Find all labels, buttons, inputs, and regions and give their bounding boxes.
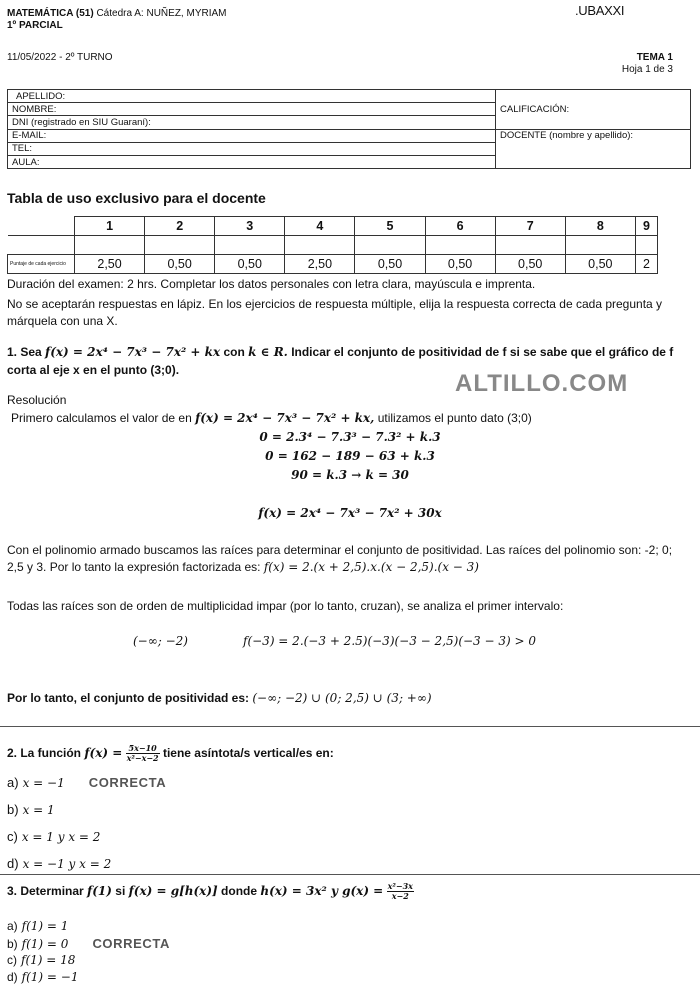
option-expression: x = 1 [22, 803, 55, 817]
score-cell-5[interactable] [355, 235, 425, 254]
hoja-label: Hoja 1 de 3 [621, 64, 673, 75]
score-cell-9[interactable] [635, 235, 657, 254]
q3-option-1[interactable] [7, 918, 687, 935]
option-label: a) [7, 919, 18, 933]
nombre-field[interactable]: NOMBRE: [8, 103, 496, 116]
parcial-label: 1º PARCIAL [7, 20, 63, 31]
score-cell-2[interactable] [145, 235, 215, 254]
score-value-3: 0,50 [215, 254, 285, 273]
option-label: d) [7, 970, 18, 984]
resolucion-heading: Resolución [7, 393, 67, 407]
q2-option-4[interactable] [7, 855, 687, 873]
score-value-9: 2 [635, 254, 657, 273]
option-label: d) [7, 856, 19, 871]
step-intro: Primero calculamos el valor de en f(x) = 2x⁴ − 7x³ − 7x² + kx, utilizamos el punto dato (3;0) [11, 411, 532, 425]
score-header-9: 9 [635, 217, 657, 236]
scores-table [7, 216, 658, 274]
aula-field[interactable]: AULA: [8, 155, 496, 168]
equation-1: 0 = 2.3⁴ − 7.3³ − 7.3² + k.3 [259, 430, 441, 444]
option-expression: x = 1 y x = 2 [21, 830, 101, 844]
score-value-4: 2,50 [285, 254, 355, 273]
score-cell-8[interactable] [565, 235, 635, 254]
score-header-2: 2 [145, 217, 215, 236]
option-expression: x = −1 [22, 776, 65, 790]
pencil-text: No se aceptarán respuestas en lápiz. En los ejercicios de respuesta múltiple, elija la respuesta correcta de cada pregunta y márquela con una X. [7, 297, 663, 328]
option-label: a) [7, 775, 19, 790]
score-header-7: 7 [495, 217, 565, 236]
equation-2: 0 = 162 − 189 − 63 + k.3 [265, 449, 435, 463]
score-value-8: 0,50 [565, 254, 635, 273]
score-value-1: 2,50 [75, 254, 145, 273]
personal-data-table [7, 89, 691, 169]
score-header-6: 6 [425, 217, 495, 236]
exam-date: 11/05/2022 - 2º TURNO [7, 52, 113, 63]
score-header-4: 4 [285, 217, 355, 236]
score-value-7: 0,50 [495, 254, 565, 273]
score-header-5: 5 [355, 217, 425, 236]
row-label: Puntaje de cada ejercicio [8, 254, 75, 273]
score-value-2: 0,50 [145, 254, 215, 273]
q2-option-2[interactable] [7, 801, 687, 819]
option-label: b) [7, 802, 19, 817]
equation-3: 90 = k.3 → k = 30 [291, 468, 409, 482]
score-cell-1[interactable] [75, 235, 145, 254]
option-expression: x = −1 y x = 2 [22, 857, 112, 871]
tel-field[interactable]: TEL: [8, 142, 496, 155]
option-expression: f(1) = 18 [21, 953, 76, 967]
q3-option-2[interactable] [7, 935, 687, 953]
dni-field[interactable]: DNI (registrado en SIU Guaraní): [8, 116, 496, 129]
score-cell-6[interactable] [425, 235, 495, 254]
uba-logo: .UBAXXI [575, 3, 625, 18]
correct-mark: CORRECTA [92, 936, 170, 951]
docente-field[interactable]: DOCENTE (nombre y apellido): [496, 129, 691, 169]
score-cell-4[interactable] [285, 235, 355, 254]
course-name: MATEMÁTICA (51) [7, 8, 94, 19]
q3-option-3[interactable] [7, 952, 687, 969]
evaluation: f(−3) = 2.(−3 + 2.5)(−3)(−3 − 2,5)(−3 − 3) > 0 [243, 634, 537, 648]
calificacion-field[interactable]: CALIFICACIÓN: [496, 90, 691, 130]
duration-text: Duración del examen: 2 hrs. Completar los datos personales con letra clara, mayúscula e imprenta. [7, 277, 536, 291]
score-cell-3[interactable] [215, 235, 285, 254]
option-label: c) [7, 953, 17, 967]
scores-title: Tabla de uso exclusivo para el docente [7, 190, 266, 206]
altillo-watermark: ALTILLO.COM [455, 370, 629, 397]
tema-label: TEMA 1 [636, 52, 673, 63]
q2-option-1[interactable] [7, 774, 687, 792]
interval: (−∞; −2) [133, 634, 188, 648]
apellido-field[interactable]: APELLIDO: [8, 90, 496, 103]
option-expression: f(1) = 1 [21, 919, 69, 933]
conclusion: Por lo tanto, el conjunto de positividad es: (−∞; −2) ∪ (0; 2,5) ∪ (3; +∞) [7, 691, 432, 705]
score-value-5: 0,50 [355, 254, 425, 273]
question-2: 2. La función f(x) = $\frac{5x-10}{\text{x²−x−2}}$ tiene asíntota/s vertical/es en: [7, 743, 334, 764]
option-label: b) [7, 937, 18, 951]
score-cell-7[interactable] [495, 235, 565, 254]
question-3: 3. Determinar f(1) si f(x) = g[h(x)] donde h(x) = 3x² y g(x) = $\frac{\text{x²−3x}}{x-2}$ [7, 881, 413, 902]
score-header-8: 8 [565, 217, 635, 236]
q3-option-4[interactable] [7, 969, 687, 986]
correct-mark: CORRECTA [88, 775, 167, 790]
exam-header [7, 8, 226, 32]
multiplicity-paragraph: Todas las raíces son de orden de multiplicidad impar (por lo tanto, cruzan), se analiza el primer intervalo: [7, 599, 564, 613]
divider-2 [0, 874, 700, 875]
tema-block [622, 52, 673, 76]
score-header-1: 1 [75, 217, 145, 236]
score-header-3: 3 [215, 217, 285, 236]
option-expression: f(1) = 0 [21, 937, 69, 951]
catedra: Cátedra A: NUÑEZ, MYRIAM [96, 8, 227, 19]
equation-4: f(x) = 2x⁴ − 7x³ − 7x² + 30x [258, 506, 442, 520]
email-field[interactable]: E-MAIL: [8, 129, 496, 142]
question-1: 1. Sea f(x) = 2x⁴ − 7x³ − 7x² + kx con k ∈ R. Indicar el conjunto de positividad de f si se sabe que el gráfico de f corta al eje x en el punto (3;0). [7, 345, 674, 377]
option-expression: f(1) = −1 [21, 970, 79, 984]
option-label: c) [7, 829, 18, 844]
divider-1 [0, 726, 700, 727]
score-value-6: 0,50 [425, 254, 495, 273]
q2-option-3[interactable] [7, 828, 687, 846]
factorization-paragraph: Con el polinomio armado buscamos las raíces para determinar el conjunto de positividad. Las raíces del polinomio son: -2; 0; 2,5 y 3. Por lo tanto la expresión factorizada es: f(x) = 2.(x + 2,5).x.(x − 2,5).(x − 3) [7, 543, 673, 574]
